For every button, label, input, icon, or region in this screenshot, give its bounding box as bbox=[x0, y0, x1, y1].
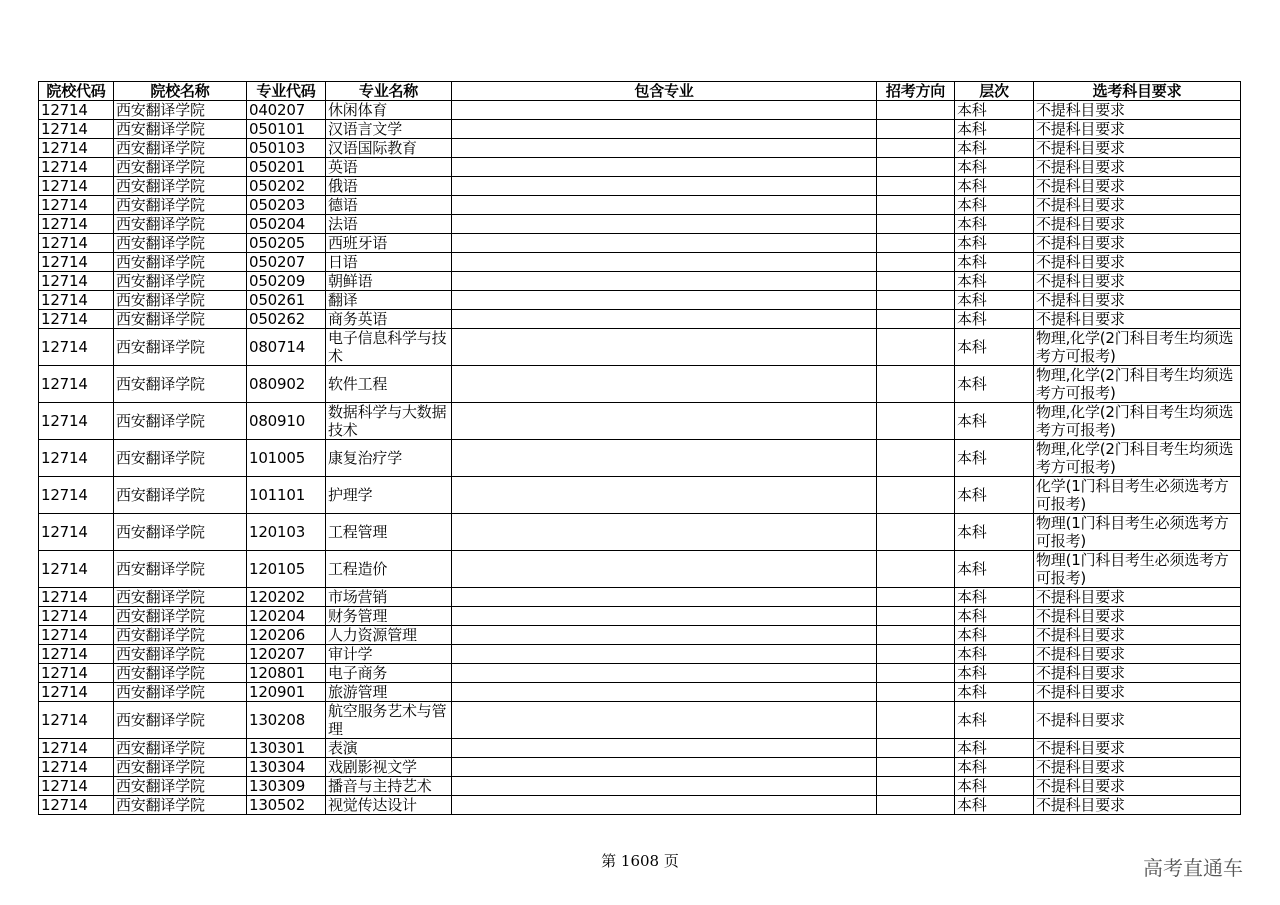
cell-major-name: 航空服务艺术与管理 bbox=[326, 702, 452, 739]
cell-subject-requirement: 不提科目要求 bbox=[1034, 310, 1241, 329]
table-row bbox=[39, 177, 1241, 196]
cell-major-name: 视觉传达设计 bbox=[326, 796, 452, 815]
cell-direction bbox=[877, 645, 955, 664]
cell-level: 本科 bbox=[955, 514, 1034, 551]
table-row bbox=[39, 158, 1241, 177]
col-header-included-majors: 包含专业 bbox=[452, 82, 877, 101]
cell-major-name: 软件工程 bbox=[326, 366, 452, 403]
col-header-direction: 招考方向 bbox=[877, 82, 955, 101]
cell-included-majors bbox=[452, 177, 877, 196]
cell-school-code: 12714 bbox=[39, 253, 114, 272]
col-header-major-name: 专业名称 bbox=[326, 82, 452, 101]
cell-major-code: 130304 bbox=[247, 758, 326, 777]
table-row bbox=[39, 477, 1241, 514]
cell-major-code: 120103 bbox=[247, 514, 326, 551]
cell-major-code: 050209 bbox=[247, 272, 326, 291]
cell-subject-requirement: 不提科目要求 bbox=[1034, 739, 1241, 758]
cell-major-name: 人力资源管理 bbox=[326, 626, 452, 645]
cell-major-code: 040207 bbox=[247, 101, 326, 120]
cell-subject-requirement: 物理,化学(2门科目考生均须选考方可报考) bbox=[1034, 329, 1241, 366]
cell-major-code: 120801 bbox=[247, 664, 326, 683]
cell-direction bbox=[877, 196, 955, 215]
cell-level: 本科 bbox=[955, 664, 1034, 683]
cell-school-name: 西安翻译学院 bbox=[114, 310, 247, 329]
cell-school-name: 西安翻译学院 bbox=[114, 551, 247, 588]
cell-direction bbox=[877, 551, 955, 588]
cell-school-code: 12714 bbox=[39, 366, 114, 403]
cell-school-name: 西安翻译学院 bbox=[114, 683, 247, 702]
cell-subject-requirement: 不提科目要求 bbox=[1034, 177, 1241, 196]
cell-level: 本科 bbox=[955, 272, 1034, 291]
cell-subject-requirement: 不提科目要求 bbox=[1034, 120, 1241, 139]
cell-school-code: 12714 bbox=[39, 310, 114, 329]
cell-major-code: 130208 bbox=[247, 702, 326, 739]
table-row bbox=[39, 291, 1241, 310]
cell-included-majors bbox=[452, 477, 877, 514]
cell-school-name: 西安翻译学院 bbox=[114, 645, 247, 664]
table-row bbox=[39, 403, 1241, 440]
cell-level: 本科 bbox=[955, 253, 1034, 272]
cell-direction bbox=[877, 158, 955, 177]
cell-direction bbox=[877, 683, 955, 702]
cell-subject-requirement: 不提科目要求 bbox=[1034, 645, 1241, 664]
cell-included-majors bbox=[452, 196, 877, 215]
table-row bbox=[39, 215, 1241, 234]
cell-subject-requirement: 不提科目要求 bbox=[1034, 626, 1241, 645]
cell-school-code: 12714 bbox=[39, 440, 114, 477]
cell-direction bbox=[877, 796, 955, 815]
cell-major-code: 050103 bbox=[247, 139, 326, 158]
table-row bbox=[39, 645, 1241, 664]
cell-major-name: 商务英语 bbox=[326, 310, 452, 329]
cell-level: 本科 bbox=[955, 626, 1034, 645]
cell-major-name: 表演 bbox=[326, 739, 452, 758]
col-header-school-code: 院校代码 bbox=[39, 82, 114, 101]
cell-major-name: 护理学 bbox=[326, 477, 452, 514]
cell-school-code: 12714 bbox=[39, 177, 114, 196]
cell-major-name: 英语 bbox=[326, 158, 452, 177]
cell-school-code: 12714 bbox=[39, 702, 114, 739]
cell-major-name: 电子商务 bbox=[326, 664, 452, 683]
cell-level: 本科 bbox=[955, 158, 1034, 177]
cell-school-code: 12714 bbox=[39, 514, 114, 551]
cell-included-majors bbox=[452, 366, 877, 403]
cell-direction bbox=[877, 739, 955, 758]
col-header-major-code: 专业代码 bbox=[247, 82, 326, 101]
cell-major-code: 050203 bbox=[247, 196, 326, 215]
cell-major-name: 戏剧影视文学 bbox=[326, 758, 452, 777]
cell-direction bbox=[877, 234, 955, 253]
cell-major-code: 050202 bbox=[247, 177, 326, 196]
table-row bbox=[39, 310, 1241, 329]
table-row bbox=[39, 683, 1241, 702]
cell-subject-requirement: 物理(1门科目考生必须选考方可报考) bbox=[1034, 551, 1241, 588]
cell-school-code: 12714 bbox=[39, 739, 114, 758]
cell-school-code: 12714 bbox=[39, 196, 114, 215]
cell-major-name: 数据科学与大数据技术 bbox=[326, 403, 452, 440]
cell-major-name: 电子信息科学与技术 bbox=[326, 329, 452, 366]
cell-school-code: 12714 bbox=[39, 683, 114, 702]
cell-major-code: 101005 bbox=[247, 440, 326, 477]
cell-school-name: 西安翻译学院 bbox=[114, 796, 247, 815]
cell-major-code: 120901 bbox=[247, 683, 326, 702]
cell-school-name: 西安翻译学院 bbox=[114, 626, 247, 645]
cell-subject-requirement: 不提科目要求 bbox=[1034, 758, 1241, 777]
table-body bbox=[39, 101, 1241, 815]
cell-major-name: 休闲体育 bbox=[326, 101, 452, 120]
cell-included-majors bbox=[452, 329, 877, 366]
cell-school-name: 西安翻译学院 bbox=[114, 139, 247, 158]
cell-subject-requirement: 不提科目要求 bbox=[1034, 196, 1241, 215]
cell-school-name: 西安翻译学院 bbox=[114, 234, 247, 253]
cell-school-code: 12714 bbox=[39, 796, 114, 815]
cell-included-majors bbox=[452, 253, 877, 272]
cell-major-name: 汉语国际教育 bbox=[326, 139, 452, 158]
cell-level: 本科 bbox=[955, 101, 1034, 120]
cell-level: 本科 bbox=[955, 215, 1034, 234]
table-row bbox=[39, 253, 1241, 272]
cell-school-code: 12714 bbox=[39, 403, 114, 440]
cell-major-code: 120207 bbox=[247, 645, 326, 664]
cell-included-majors bbox=[452, 796, 877, 815]
cell-level: 本科 bbox=[955, 366, 1034, 403]
cell-school-name: 西安翻译学院 bbox=[114, 440, 247, 477]
cell-school-name: 西安翻译学院 bbox=[114, 758, 247, 777]
cell-included-majors bbox=[452, 234, 877, 253]
cell-school-name: 西安翻译学院 bbox=[114, 607, 247, 626]
cell-included-majors bbox=[452, 514, 877, 551]
cell-direction bbox=[877, 440, 955, 477]
cell-subject-requirement: 不提科目要求 bbox=[1034, 664, 1241, 683]
cell-direction bbox=[877, 310, 955, 329]
cell-school-code: 12714 bbox=[39, 234, 114, 253]
cell-major-code: 050207 bbox=[247, 253, 326, 272]
cell-direction bbox=[877, 514, 955, 551]
cell-school-code: 12714 bbox=[39, 758, 114, 777]
cell-school-name: 西安翻译学院 bbox=[114, 101, 247, 120]
cell-major-name: 市场营销 bbox=[326, 588, 452, 607]
table-row bbox=[39, 120, 1241, 139]
cell-direction bbox=[877, 366, 955, 403]
cell-included-majors bbox=[452, 403, 877, 440]
cell-major-code: 120105 bbox=[247, 551, 326, 588]
table-row bbox=[39, 702, 1241, 739]
cell-direction bbox=[877, 588, 955, 607]
cell-direction bbox=[877, 177, 955, 196]
cell-included-majors bbox=[452, 310, 877, 329]
cell-subject-requirement: 不提科目要求 bbox=[1034, 683, 1241, 702]
cell-included-majors bbox=[452, 215, 877, 234]
cell-included-majors bbox=[452, 588, 877, 607]
col-header-level: 层次 bbox=[955, 82, 1034, 101]
cell-major-name: 财务管理 bbox=[326, 607, 452, 626]
cell-direction bbox=[877, 777, 955, 796]
cell-major-name: 汉语言文学 bbox=[326, 120, 452, 139]
cell-level: 本科 bbox=[955, 403, 1034, 440]
cell-included-majors bbox=[452, 702, 877, 739]
cell-level: 本科 bbox=[955, 120, 1034, 139]
cell-direction bbox=[877, 758, 955, 777]
cell-included-majors bbox=[452, 120, 877, 139]
cell-major-name: 日语 bbox=[326, 253, 452, 272]
col-header-subject-requirement: 选考科目要求 bbox=[1034, 82, 1241, 101]
cell-included-majors bbox=[452, 645, 877, 664]
cell-major-name: 西班牙语 bbox=[326, 234, 452, 253]
cell-included-majors bbox=[452, 777, 877, 796]
cell-major-code: 050101 bbox=[247, 120, 326, 139]
cell-school-name: 西安翻译学院 bbox=[114, 702, 247, 739]
cell-subject-requirement: 物理,化学(2门科目考生均须选考方可报考) bbox=[1034, 440, 1241, 477]
cell-level: 本科 bbox=[955, 588, 1034, 607]
cell-level: 本科 bbox=[955, 702, 1034, 739]
table-row bbox=[39, 626, 1241, 645]
col-header-school-name: 院校名称 bbox=[114, 82, 247, 101]
cell-major-code: 101101 bbox=[247, 477, 326, 514]
cell-included-majors bbox=[452, 272, 877, 291]
cell-major-code: 130301 bbox=[247, 739, 326, 758]
cell-level: 本科 bbox=[955, 234, 1034, 253]
cell-school-name: 西安翻译学院 bbox=[114, 403, 247, 440]
cell-major-name: 工程管理 bbox=[326, 514, 452, 551]
cell-direction bbox=[877, 101, 955, 120]
cell-included-majors bbox=[452, 551, 877, 588]
cell-major-name: 康复治疗学 bbox=[326, 440, 452, 477]
table-row bbox=[39, 739, 1241, 758]
table-row bbox=[39, 514, 1241, 551]
cell-included-majors bbox=[452, 683, 877, 702]
cell-school-name: 西安翻译学院 bbox=[114, 196, 247, 215]
cell-school-code: 12714 bbox=[39, 329, 114, 366]
cell-major-code: 130502 bbox=[247, 796, 326, 815]
cell-level: 本科 bbox=[955, 310, 1034, 329]
cell-subject-requirement: 物理,化学(2门科目考生均须选考方可报考) bbox=[1034, 366, 1241, 403]
cell-subject-requirement: 化学(1门科目考生必须选考方可报考) bbox=[1034, 477, 1241, 514]
cell-major-name: 法语 bbox=[326, 215, 452, 234]
cell-included-majors bbox=[452, 664, 877, 683]
page-number: 第 1608 页 bbox=[601, 852, 679, 870]
cell-level: 本科 bbox=[955, 551, 1034, 588]
cell-included-majors bbox=[452, 291, 877, 310]
cell-subject-requirement: 不提科目要求 bbox=[1034, 253, 1241, 272]
cell-subject-requirement: 不提科目要求 bbox=[1034, 607, 1241, 626]
cell-direction bbox=[877, 253, 955, 272]
cell-level: 本科 bbox=[955, 440, 1034, 477]
cell-school-code: 12714 bbox=[39, 777, 114, 796]
cell-direction bbox=[877, 626, 955, 645]
watermark-logo: 高考直通车 bbox=[1143, 856, 1243, 880]
cell-included-majors bbox=[452, 101, 877, 120]
cell-included-majors bbox=[452, 440, 877, 477]
cell-school-code: 12714 bbox=[39, 588, 114, 607]
cell-direction bbox=[877, 139, 955, 158]
cell-school-name: 西安翻译学院 bbox=[114, 158, 247, 177]
cell-school-name: 西安翻译学院 bbox=[114, 177, 247, 196]
cell-included-majors bbox=[452, 626, 877, 645]
cell-school-code: 12714 bbox=[39, 139, 114, 158]
table-row bbox=[39, 551, 1241, 588]
cell-major-name: 翻译 bbox=[326, 291, 452, 310]
table-row bbox=[39, 796, 1241, 815]
cell-level: 本科 bbox=[955, 796, 1034, 815]
cell-subject-requirement: 不提科目要求 bbox=[1034, 702, 1241, 739]
cell-school-code: 12714 bbox=[39, 215, 114, 234]
table-row bbox=[39, 139, 1241, 158]
table-row bbox=[39, 664, 1241, 683]
cell-direction bbox=[877, 477, 955, 514]
cell-school-name: 西安翻译学院 bbox=[114, 514, 247, 551]
cell-major-name: 朝鲜语 bbox=[326, 272, 452, 291]
cell-direction bbox=[877, 403, 955, 440]
cell-subject-requirement: 不提科目要求 bbox=[1034, 101, 1241, 120]
cell-level: 本科 bbox=[955, 329, 1034, 366]
cell-major-code: 120206 bbox=[247, 626, 326, 645]
cell-school-name: 西安翻译学院 bbox=[114, 739, 247, 758]
table-row bbox=[39, 440, 1241, 477]
cell-school-code: 12714 bbox=[39, 158, 114, 177]
cell-direction bbox=[877, 329, 955, 366]
cell-school-code: 12714 bbox=[39, 291, 114, 310]
majors-table bbox=[38, 81, 1241, 815]
cell-major-name: 审计学 bbox=[326, 645, 452, 664]
table-row bbox=[39, 366, 1241, 403]
cell-school-code: 12714 bbox=[39, 551, 114, 588]
cell-school-name: 西安翻译学院 bbox=[114, 291, 247, 310]
cell-level: 本科 bbox=[955, 777, 1034, 796]
cell-major-code: 080910 bbox=[247, 403, 326, 440]
cell-subject-requirement: 不提科目要求 bbox=[1034, 234, 1241, 253]
cell-school-name: 西安翻译学院 bbox=[114, 329, 247, 366]
cell-level: 本科 bbox=[955, 139, 1034, 158]
cell-level: 本科 bbox=[955, 477, 1034, 514]
table-row bbox=[39, 588, 1241, 607]
cell-direction bbox=[877, 291, 955, 310]
cell-included-majors bbox=[452, 739, 877, 758]
cell-direction bbox=[877, 120, 955, 139]
cell-level: 本科 bbox=[955, 291, 1034, 310]
cell-subject-requirement: 物理(1门科目考生必须选考方可报考) bbox=[1034, 514, 1241, 551]
cell-major-code: 080714 bbox=[247, 329, 326, 366]
cell-subject-requirement: 不提科目要求 bbox=[1034, 291, 1241, 310]
cell-included-majors bbox=[452, 607, 877, 626]
cell-major-name: 德语 bbox=[326, 196, 452, 215]
table-row bbox=[39, 101, 1241, 120]
cell-subject-requirement: 不提科目要求 bbox=[1034, 139, 1241, 158]
table-header-row bbox=[39, 82, 1241, 101]
cell-direction bbox=[877, 215, 955, 234]
cell-level: 本科 bbox=[955, 683, 1034, 702]
cell-school-code: 12714 bbox=[39, 664, 114, 683]
cell-level: 本科 bbox=[955, 196, 1034, 215]
table-row bbox=[39, 777, 1241, 796]
table-row bbox=[39, 234, 1241, 253]
cell-major-code: 120202 bbox=[247, 588, 326, 607]
table-row bbox=[39, 329, 1241, 366]
cell-level: 本科 bbox=[955, 758, 1034, 777]
cell-school-code: 12714 bbox=[39, 272, 114, 291]
cell-school-name: 西安翻译学院 bbox=[114, 215, 247, 234]
cell-subject-requirement: 不提科目要求 bbox=[1034, 272, 1241, 291]
cell-school-name: 西安翻译学院 bbox=[114, 366, 247, 403]
cell-major-code: 130309 bbox=[247, 777, 326, 796]
cell-subject-requirement: 不提科目要求 bbox=[1034, 588, 1241, 607]
cell-subject-requirement: 物理,化学(2门科目考生均须选考方可报考) bbox=[1034, 403, 1241, 440]
cell-major-name: 播音与主持艺术 bbox=[326, 777, 452, 796]
table-row bbox=[39, 758, 1241, 777]
cell-level: 本科 bbox=[955, 607, 1034, 626]
cell-direction bbox=[877, 702, 955, 739]
table-row bbox=[39, 272, 1241, 291]
cell-school-code: 12714 bbox=[39, 626, 114, 645]
cell-school-code: 12714 bbox=[39, 101, 114, 120]
cell-subject-requirement: 不提科目要求 bbox=[1034, 796, 1241, 815]
cell-major-code: 120204 bbox=[247, 607, 326, 626]
cell-school-name: 西安翻译学院 bbox=[114, 272, 247, 291]
cell-school-name: 西安翻译学院 bbox=[114, 588, 247, 607]
table-row bbox=[39, 196, 1241, 215]
cell-level: 本科 bbox=[955, 177, 1034, 196]
cell-school-name: 西安翻译学院 bbox=[114, 477, 247, 514]
cell-school-name: 西安翻译学院 bbox=[114, 253, 247, 272]
cell-school-code: 12714 bbox=[39, 477, 114, 514]
cell-school-name: 西安翻译学院 bbox=[114, 120, 247, 139]
cell-school-code: 12714 bbox=[39, 607, 114, 626]
cell-major-name: 俄语 bbox=[326, 177, 452, 196]
cell-major-code: 050201 bbox=[247, 158, 326, 177]
cell-included-majors bbox=[452, 158, 877, 177]
cell-included-majors bbox=[452, 139, 877, 158]
cell-subject-requirement: 不提科目要求 bbox=[1034, 158, 1241, 177]
cell-school-name: 西安翻译学院 bbox=[114, 664, 247, 683]
cell-direction bbox=[877, 607, 955, 626]
cell-major-code: 050204 bbox=[247, 215, 326, 234]
cell-major-name: 工程造价 bbox=[326, 551, 452, 588]
cell-subject-requirement: 不提科目要求 bbox=[1034, 777, 1241, 796]
cell-major-code: 080902 bbox=[247, 366, 326, 403]
cell-school-name: 西安翻译学院 bbox=[114, 777, 247, 796]
cell-direction bbox=[877, 272, 955, 291]
cell-school-code: 12714 bbox=[39, 120, 114, 139]
cell-direction bbox=[877, 664, 955, 683]
table-row bbox=[39, 607, 1241, 626]
cell-subject-requirement: 不提科目要求 bbox=[1034, 215, 1241, 234]
cell-school-code: 12714 bbox=[39, 645, 114, 664]
cell-major-code: 050205 bbox=[247, 234, 326, 253]
cell-level: 本科 bbox=[955, 645, 1034, 664]
cell-level: 本科 bbox=[955, 739, 1034, 758]
cell-major-code: 050262 bbox=[247, 310, 326, 329]
cell-included-majors bbox=[452, 758, 877, 777]
cell-major-code: 050261 bbox=[247, 291, 326, 310]
cell-major-name: 旅游管理 bbox=[326, 683, 452, 702]
